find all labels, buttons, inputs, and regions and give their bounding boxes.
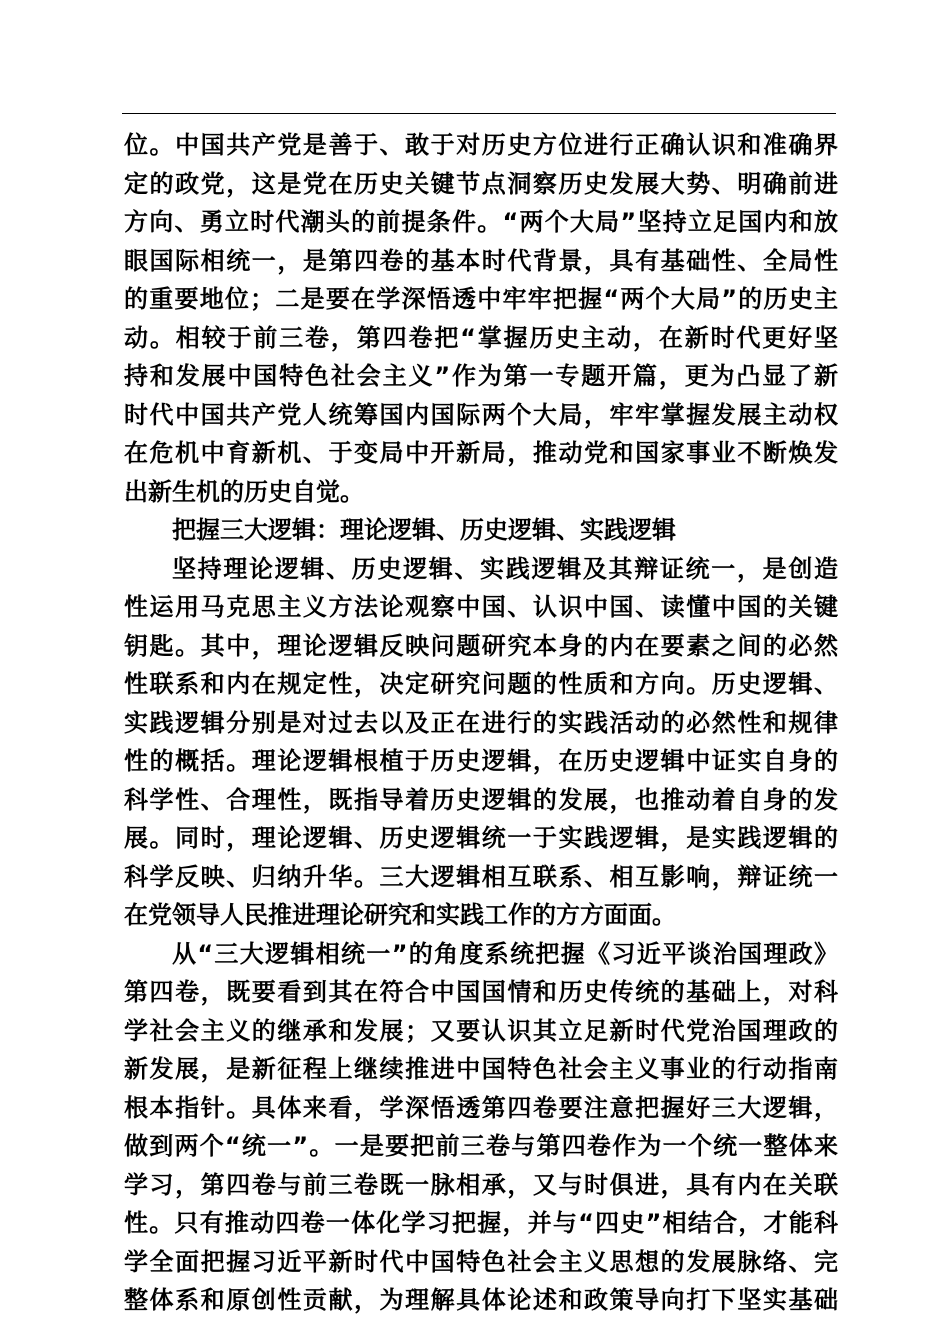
text-line: 钥匙。其中，理论逻辑反映问题研究本身的内在要素之间的必然 <box>124 631 838 660</box>
text-line: 眼国际相统一，是第四卷的基本时代背景，具有基础性、全局性 <box>124 246 838 275</box>
text-line: 新发展，是新征程上继续推进中国特色社会主义事业的行动指南 <box>124 1055 838 1083</box>
text-line: 动。相较于前三卷，第四卷把“掌握历史主动，在新时代更好坚 <box>124 323 838 352</box>
text-line: 方向、勇立时代潮头的前提条件。“两个大局”坚持立足国内和放 <box>124 208 838 236</box>
text-line: 根本指针。具体来看，学深悟透第四卷要注意把握好三大逻辑， <box>124 1093 838 1122</box>
text-line: 在党领导人民推进理论研究和实践工作的方方面面。 <box>124 901 676 929</box>
section-heading: 把握三大逻辑：理论逻辑、历史逻辑、实践逻辑 <box>172 516 676 544</box>
text-line: 定的政党，这是党在历史关键节点洞察历史发展大势、明确前进 <box>124 169 838 198</box>
text-line: 科学反映、归纳升华。三大逻辑相互联系、相互影响，辩证统一 <box>124 862 838 891</box>
text-line: 坚持理论逻辑、历史逻辑、实践逻辑及其辩证统一，是创造 <box>172 554 838 583</box>
text-line: 性运用马克思主义方法论观察中国、认识中国、读懂中国的关键 <box>124 593 838 621</box>
text-line: 做到两个“统一”。一是要把前三卷与第四卷作为一个统一整体来 <box>124 1132 838 1160</box>
text-line: 性。只有推动四卷一体化学习把握，并与“四史”相结合，才能科 <box>124 1209 838 1237</box>
body-text <box>124 126 838 1320</box>
text-line: 科学性、合理性，既指导着历史逻辑的发展，也推动着自身的发 <box>124 785 838 814</box>
text-line: 位。中国共产党是善于、敢于对历史方位进行正确认识和准确界 <box>124 131 838 159</box>
text-line: 持和发展中国特色社会主义”作为第一专题开篇，更为凸显了新 <box>124 362 838 390</box>
text-line: 展。同时，理论逻辑、历史逻辑统一于实践逻辑，是实践逻辑的 <box>124 824 838 852</box>
text-line: 性的概括。理论逻辑根植于历史逻辑，在历史逻辑中证实自身的 <box>124 747 838 775</box>
header-rule <box>122 113 836 114</box>
text-line: 学习，第四卷与前三卷既一脉相承，又与时俱进，具有内在关联 <box>124 1170 838 1199</box>
text-line: 时代中国共产党人统筹国内国际两个大局，牢牢掌握发展主动权 <box>124 400 838 429</box>
text-line: 整体系和原创性贡献，为理解具体论述和政策导向打下坚实基础 <box>124 1286 838 1314</box>
text-line: 学社会主义的继承和发展；又要认识其立足新时代党治国理政的 <box>124 1016 838 1045</box>
text-line: 从“三大逻辑相统一”的角度系统把握《习近平谈治国理政》 <box>172 939 838 968</box>
text-line: 性联系和内在规定性，决定研究问题的性质和方向。历史逻辑、 <box>124 670 838 698</box>
text-line: 学全面把握习近平新时代中国特色社会主义思想的发展脉络、完 <box>124 1247 838 1276</box>
text-line: 出新生机的历史自觉。 <box>124 477 364 506</box>
text-line: 第四卷，既要看到其在符合中国国情和历史传统的基础上，对科 <box>124 978 838 1006</box>
text-line: 实践逻辑分别是对过去以及正在进行的实践活动的必然性和规律 <box>124 708 838 737</box>
text-line: 在危机中育新机、于变局中开新局，推动党和国家事业不断焕发 <box>124 439 838 467</box>
text-line: 的重要地位；二是要在学深悟透中牢牢把握“两个大局”的历史主 <box>124 285 838 313</box>
